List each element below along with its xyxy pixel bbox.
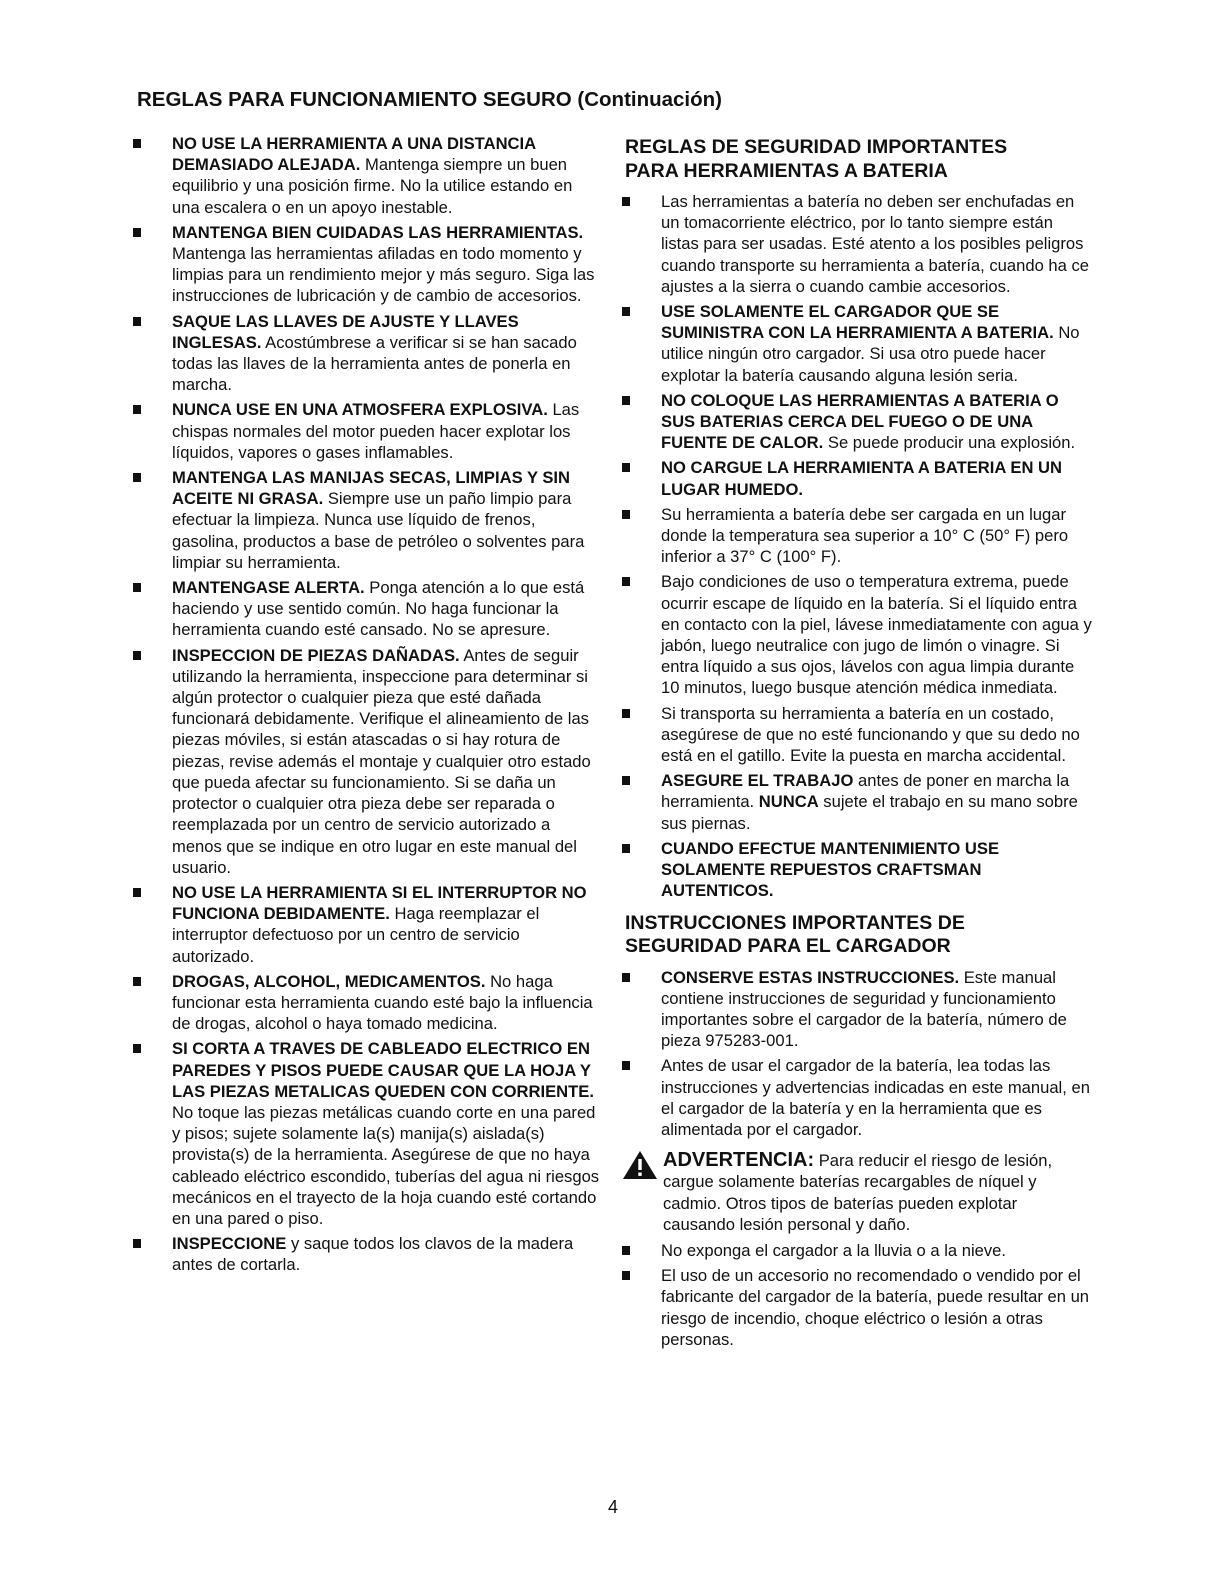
item-bold-text: CUANDO EFECTUE MANTENIMIENTO USE SOLAMENTE REPUESTOS CRAFTSMAN AUTENTICOS. — [661, 838, 1000, 901]
item-text: Acostúmbrese a verificar si se han sacado todas las llaves de la herramienta antes de ponerla en marcha. — [172, 332, 577, 395]
item-text: No haga funcionar esta herramienta cuando esté bajo la influencia de drogas, alcohol o haya tomado medicina. — [172, 971, 593, 1034]
list-item — [622, 703, 1092, 767]
item-text: Este manual contiene instrucciones de seguridad y funcionamiento importantes sobre el cargador de la batería, número de pieza 975283-001. — [661, 967, 1067, 1051]
list-item — [622, 1055, 1092, 1140]
heading-line: REGLAS DE SEGURIDAD IMPORTANTES — [625, 136, 1008, 158]
item-text: No toque las piezas metálicas cuando corte en una pared y pisos; sujete solamente la(s) manija(s) aislada(s) provista(s) de la herramienta. Asegúrese de que no haya cableado eléctrico escondido, tuberías del agua ni riesgos mecánicos en el trayecto de la hoja cuando esté cortando en una pared o piso. — [172, 1102, 600, 1228]
item-text: sujete el trabajo en su mano sobre sus piernas. — [661, 792, 1078, 833]
bullet-icon — [622, 463, 630, 472]
list-item — [622, 1240, 1092, 1261]
item-text: Se puede producir una explosión. — [823, 433, 1076, 453]
item-bold-text: CONSERVE ESTAS INSTRUCCIONES. — [661, 967, 960, 987]
list-item — [133, 882, 603, 967]
item-bold-text: INSPECCION DE PIEZAS DAÑADAS. — [172, 645, 460, 665]
item-bold-text: INSPECCIONE — [172, 1234, 287, 1254]
right-column — [622, 133, 1092, 1354]
list-item — [622, 191, 1092, 297]
bullet-icon — [133, 473, 141, 482]
list-item — [622, 770, 1092, 834]
bullet-icon — [133, 1239, 141, 1248]
page-number: 4 — [607, 1497, 618, 1517]
bullet-icon — [622, 197, 630, 206]
item-bold-text: ASEGURE EL TRABAJO — [661, 771, 854, 791]
bullet-icon — [622, 1061, 630, 1070]
bullet-icon — [622, 844, 630, 853]
bullet-icon — [133, 139, 141, 148]
list-item — [133, 399, 603, 463]
heading-line: PARA HERRAMIENTAS A BATERIA — [625, 159, 948, 182]
item-text: Bajo condiciones de uso o temperatura extrema, puede ocurrir escape de líquido en la batería. Si el líquido entra en contacto con la piel, lávese inmediatamente con agua y jabón, luego neutralice con jugo de limón o vinagre. Si entra líquido a sus ojos, lávelos con agua limpia durante 10 minutos, luego busque atención médica inmediata. — [661, 572, 1092, 698]
bullet-icon — [133, 405, 141, 414]
bullet-icon — [133, 651, 141, 660]
bullet-icon — [622, 396, 630, 405]
bullet-icon — [622, 307, 630, 316]
list-item — [133, 1233, 603, 1275]
page-title: REGLAS PARA FUNCIONAMIENTO SEGURO (Continuación) — [137, 88, 723, 111]
item-bold-text: NUNCA — [758, 792, 819, 812]
heading-line: INSTRUCCIONES IMPORTANTES DE — [625, 911, 965, 934]
bullet-icon — [133, 888, 141, 897]
bullet-icon — [133, 317, 141, 326]
item-bold-text: NO CARGUE LA HERRAMIENTA A BATERIA EN UN LUGAR HUMEDO. — [661, 458, 1063, 499]
bullet-icon — [622, 776, 630, 785]
list-item — [133, 577, 603, 641]
item-bold-text: MANTENGASE ALERTA. — [172, 578, 365, 598]
item-text: No exponga el cargador a la lluvia o a la nieve. — [661, 1240, 1007, 1260]
list-item — [133, 971, 603, 1035]
item-bold-text: USE SOLAMENTE EL CARGADOR QUE SE SUMINISTRA CON LA HERRAMIENTA A BATERIA. — [661, 302, 1054, 343]
item-text: Haga reemplazar el interruptor defectuoso por un centro de servicio autorizado. — [172, 904, 540, 966]
item-bold-text: SI CORTA A TRAVES DE CABLEADO ELECTRICO EN PAREDES Y PISOS PUEDE CAUSAR QUE LA HOJA Y LAS PIEZAS METALICAS QUEDEN CON CORRIENTE. — [172, 1039, 594, 1101]
item-text: Las chispas normales del motor pueden hacer explotar los líquidos, vapores o gases inflamables. — [172, 400, 580, 462]
item-bold-text: DROGAS, ALCOHOL, MEDICAMENTOS. — [172, 971, 486, 991]
item-bold-text: NUNCA USE EN UNA ATMOSFERA EXPLOSIVA. — [172, 400, 548, 420]
bullet-icon — [622, 973, 630, 982]
item-text: Ponga atención a lo que está haciendo y use sentido común. No haga funcionar la herramienta cuando esté cansado. No se apresure. — [172, 578, 585, 640]
item-text: Si transporta su herramienta a batería en un costado, asegúrese de que no esté funcionando y que su dedo no está en el gatillo. Evite la puesta en marcha accidental. — [661, 703, 1080, 766]
item-bold-text: MANTENGA BIEN CUIDADAS LAS HERRAMIENTAS. — [172, 222, 584, 242]
bullet-icon — [622, 577, 630, 586]
item-text: El uso de un accesorio no recomendado o vendido por el fabricante del cargador de la batería, puede resultar en un riesgo de incendio, choque eléctrico o lesión a otras personas. — [661, 1266, 1090, 1349]
bullet-icon — [133, 1044, 141, 1053]
warning-label: ADVERTENCIA: — [663, 1149, 815, 1172]
list-item — [622, 1265, 1092, 1350]
item-text: y saque todos los clavos de la madera antes de cortarla. — [172, 1234, 574, 1275]
warning-block — [622, 1150, 1092, 1235]
item-bold-text: SAQUE LAS LLAVES DE AJUSTE Y LLAVES INGLESAS. — [172, 311, 519, 352]
item-text: antes de poner en marcha la herramienta. — [661, 771, 1070, 812]
bullet-icon — [133, 583, 141, 592]
item-text: Antes de seguir utilizando la herramienta, inspeccione para determinar si algún protector o cualquier pieza que esté dañada funcionará debidamente. Verifique el alineamiento de las piezas móviles, si están atascadas o si hay rotura de piezas, revise además el montaje y cualquier otro estado que pueda afectar su funcionamiento. Si se daña un protector o cualquier otra pieza debe ser reparada o reemplazada por un centro de servicio autorizado a menos que se indique en otro lugar en este manual del usuario. — [172, 645, 591, 877]
item-bold-text: NO USE LA HERRAMIENTA SI EL INTERRUPTOR NO FUNCIONA DEBIDAMENTE. — [172, 882, 587, 924]
bullet-icon — [133, 977, 141, 986]
list-item — [622, 390, 1092, 454]
bullet-icon — [622, 709, 630, 718]
list-item — [133, 1038, 603, 1229]
list-item — [622, 571, 1092, 698]
list-item — [133, 222, 603, 307]
list-item — [622, 457, 1092, 499]
warning-text: Para reducir el riesgo de lesión, cargue solamente baterías recargables de níquel y cadmio. Otros tipos de baterías pueden explotar causando lesión personal y daño. — [663, 1151, 1053, 1234]
item-bold-text: NO COLOQUE LAS HERRAMIENTAS A BATERIA O SUS BATERIAS CERCA DEL FUEGO O DE UNA FUENTE DE CALOR. — [661, 390, 1059, 453]
item-text: Su herramienta a batería debe ser cargada en un lugar donde la temperatura sea superior a 10° C (50° F) pero inferior a 37° C (100° F). — [661, 504, 1069, 567]
warning-triangle-icon — [622, 1150, 658, 1180]
section-heading-charger — [625, 912, 1092, 959]
item-text: Mantenga siempre un buen equilibrio y una posición firme. No la utilice estando en una escalera o en un apoyo inestable. — [172, 155, 573, 217]
list-item — [133, 133, 603, 218]
left-column — [133, 133, 603, 1280]
list-item — [133, 645, 603, 878]
bullet-icon — [133, 228, 141, 237]
heading-line: SEGURIDAD PARA EL CARGADOR — [625, 935, 951, 957]
bullet-icon — [622, 510, 630, 519]
item-text: No utilice ningún otro cargador. Si usa otro puede hacer explotar la batería causando alguna lesión seria. — [661, 323, 1080, 385]
list-item — [133, 467, 603, 573]
item-text: Siempre use un paño limpio para efectuar la limpieza. Nunca use líquido de frenos, gasolina, productos a base de petróleo o solventes para limpiar su herramienta. — [172, 489, 585, 572]
item-text: Las herramientas a batería no deben ser enchufadas en un tomacorriente eléctrico, por lo tanto siempre están listas para ser usadas. Esté atento a los posibles peligros cuando transporte su herramienta a batería, cuando ha ce ajustes a la sierra o cuando cambie accesorios. — [661, 192, 1090, 296]
item-text: Antes de usar el cargador de la batería, lea todas las instrucciones y advertencias indicadas en este manual, en el cargador de la batería y en la herramienta que es alimentada por el cargador. — [661, 1056, 1090, 1139]
list-item — [133, 311, 603, 396]
item-bold-text: NO USE LA HERRAMIENTA A UNA DISTANCIA DEMASIADO ALEJADA. — [172, 134, 536, 175]
bullet-icon — [622, 1271, 630, 1280]
item-bold-text: MANTENGA LAS MANIJAS SECAS, LIMPIAS Y SIN ACEITE NI GRASA. — [172, 468, 570, 509]
item-text: Mantenga las herramientas afiladas en todo momento y limpias para un rendimiento mejor y más seguro. Siga las instrucciones de lubricación y de cambio de accesorios. — [172, 244, 595, 306]
list-item — [622, 838, 1092, 902]
section-heading-battery-tools — [625, 136, 1092, 183]
list-item — [622, 504, 1092, 568]
list-item — [622, 301, 1092, 386]
list-item — [622, 967, 1092, 1052]
bullet-icon — [622, 1246, 630, 1255]
